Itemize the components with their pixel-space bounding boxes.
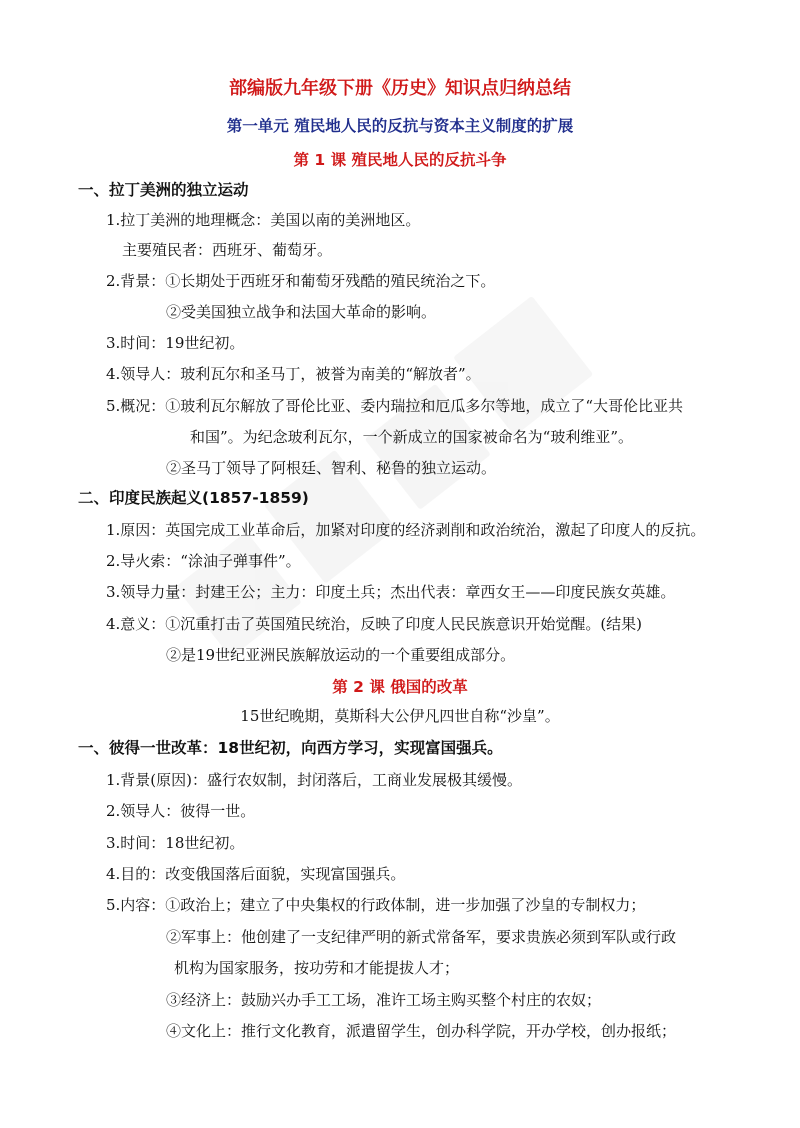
- section-heading: 一、彼得一世改革：18世纪初，向西方学习，实现富国强兵。: [78, 739, 503, 757]
- text-line: 机构为国家服务，按功劳和才能提拔人才；: [174, 959, 460, 977]
- text-line: 2.背景：①长期处于西班牙和葡萄牙残酷的殖民统治之下。: [106, 272, 496, 290]
- lesson-intro: 15世纪晚期，莫斯科大公伊凡四世自称“沙皇”。: [240, 707, 560, 725]
- text-line: ②是19世纪亚洲民族解放运动的一个重要组成部分。: [166, 646, 516, 664]
- text-line: ②受美国独立战争和法国大革命的影响。: [166, 303, 437, 321]
- text-line: 4.目的：改变俄国落后面貌，实现富国强兵。: [106, 865, 406, 883]
- section-heading: 一、拉丁美洲的独立运动: [78, 181, 249, 199]
- text-line: 2.导火索：“涂油子弹事件”。: [106, 552, 301, 570]
- text-line: 1.背景(原因)：盛行农奴制，封闭落后，工商业发展极其缓慢。: [106, 771, 523, 789]
- text-line: 4.领导人：玻利瓦尔和圣马丁，被誉为南美的“解放者”。: [106, 365, 481, 383]
- text-line: ②圣马丁领导了阿根廷、智利、秘鲁的独立运动。: [166, 459, 497, 477]
- text-line: ②军事上：他创建了一支纪律严明的新式常备军，要求贵族必须到军队或行政: [166, 928, 677, 946]
- text-line: 1.拉丁美洲的地理概念：美国以南的美洲地区。: [106, 211, 421, 229]
- text-line: ④文化上：推行文化教育，派遣留学生，创办科学院，开办学校，创办报纸；: [166, 1022, 677, 1040]
- document-title: 部编版九年级下册《历史》知识点归纳总结: [229, 78, 571, 99]
- text-line: 3.领导力量：封建王公；主力：印度土兵；杰出代表：章西女王——印度民族女英雄。: [106, 583, 676, 601]
- text-line: 4.意义：①沉重打击了英国殖民统治，反映了印度人民民族意识开始觉醒。(结果): [106, 615, 643, 633]
- text-line: 3.时间：18世纪初。: [106, 834, 245, 852]
- text-line: ③经济上：鼓励兴办手工工场，准许工场主购买整个村庄的农奴；: [166, 991, 602, 1009]
- text-line: 5.概况：①玻利瓦尔解放了哥伦比亚、委内瑞拉和厄瓜多尔等地，成立了“大哥伦比亚共: [106, 397, 683, 415]
- section-heading: 二、印度民族起义(1857-1859): [78, 489, 309, 507]
- text-line: 主要殖民者：西班牙、葡萄牙。: [122, 241, 333, 259]
- text-line: 5.内容：①政治上；建立了中央集权的行政体制，进一步加强了沙皇的专制权力；: [106, 896, 646, 914]
- text-line: 3.时间：19世纪初。: [106, 334, 245, 352]
- lesson-title: 第 2 课 俄国的改革: [332, 678, 468, 696]
- text-line: 1.原因：英国完成工业革命后，加紧对印度的经济剥削和政治统治，激起了印度人的反抗。: [106, 521, 706, 539]
- unit-title: 第一单元 殖民地人民的反抗与资本主义制度的扩展: [226, 117, 574, 135]
- text-line: 和国”。为纪念玻利瓦尔，一个新成立的国家被命名为“玻利维亚”。: [190, 428, 634, 446]
- text-line: 2.领导人：彼得一世。: [106, 802, 256, 820]
- lesson-title: 第 1 课 殖民地人民的反抗斗争: [293, 151, 507, 169]
